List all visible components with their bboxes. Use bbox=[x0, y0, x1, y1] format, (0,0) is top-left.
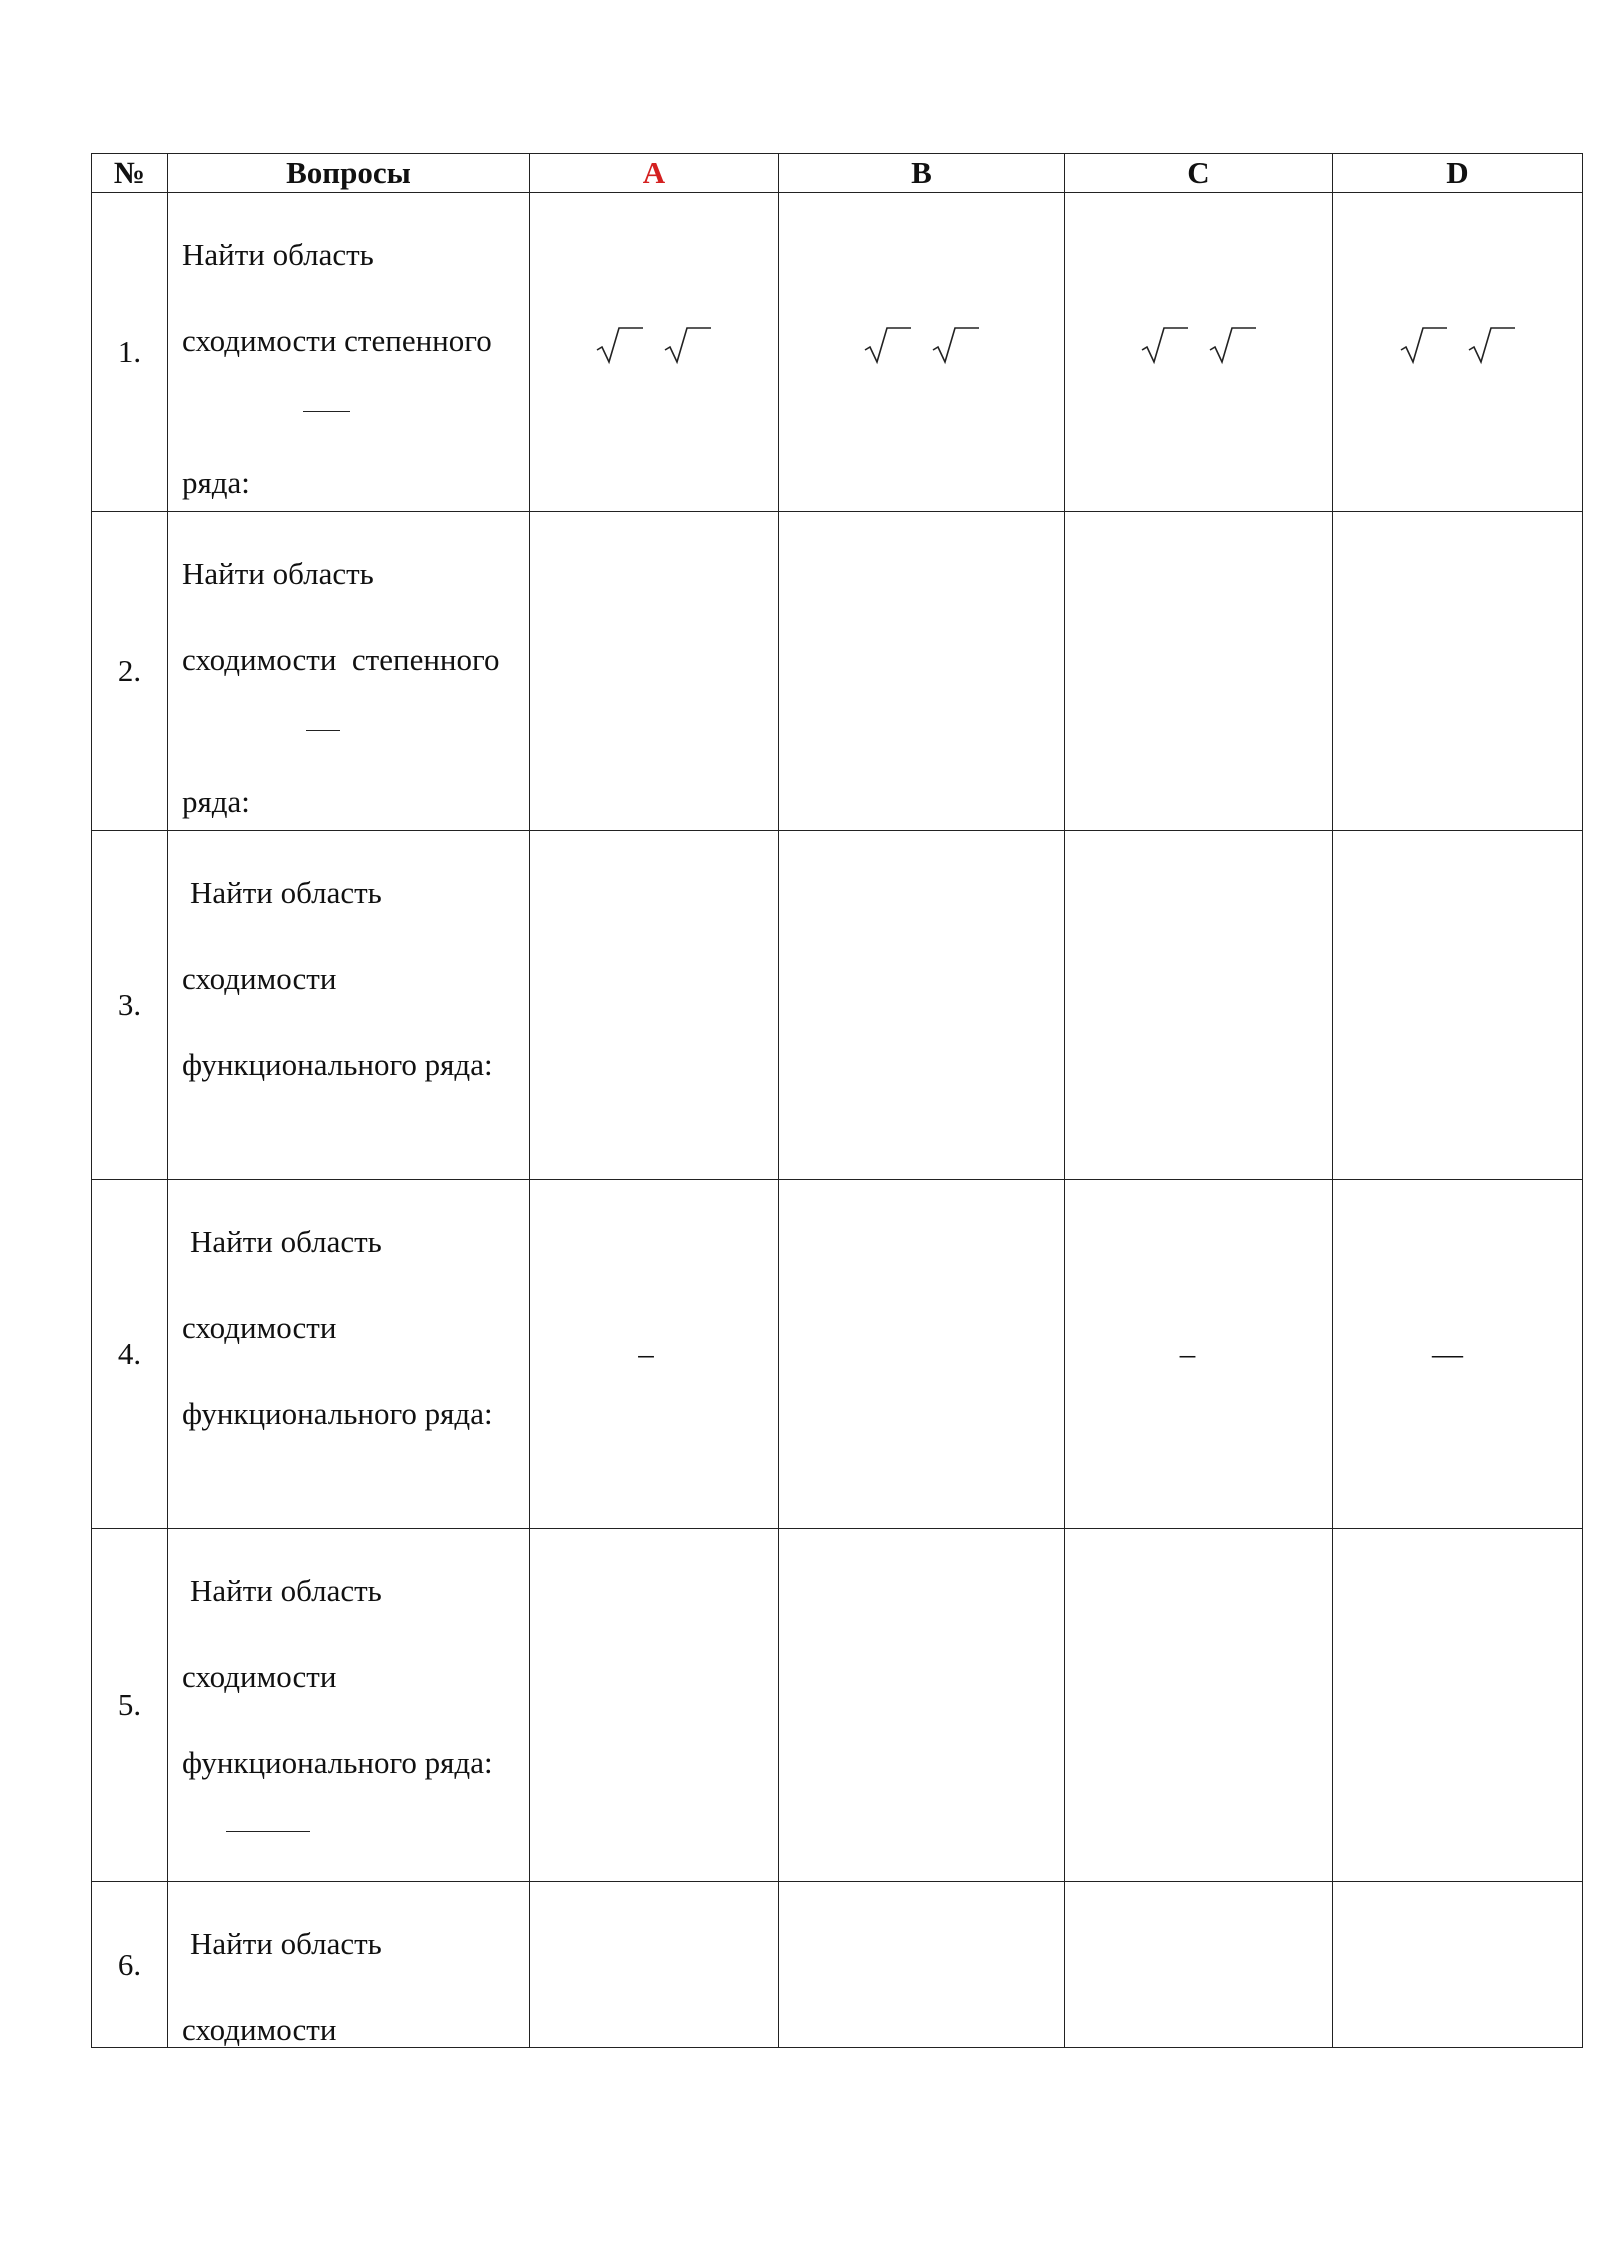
answer-cell-a[interactable] bbox=[530, 1180, 779, 1529]
row-number: 1. bbox=[92, 193, 168, 512]
question-text: Найти область bbox=[190, 1926, 382, 1961]
answer-cell-b[interactable] bbox=[779, 1180, 1065, 1529]
answer-dash: – bbox=[1179, 1336, 1196, 1371]
sqrt-pair-icon bbox=[863, 326, 981, 366]
table-header-row bbox=[92, 154, 1583, 193]
fraction-bar bbox=[226, 1831, 310, 1832]
sqrt-icon bbox=[931, 326, 981, 366]
table-row bbox=[92, 1529, 1583, 1882]
row-number: 3. bbox=[92, 831, 168, 1180]
row-number: 4. bbox=[92, 1180, 168, 1529]
question-cell bbox=[168, 193, 530, 512]
answer-cell-a[interactable] bbox=[530, 512, 779, 831]
test-questions-table bbox=[91, 153, 1583, 2048]
question-text: Найти область bbox=[190, 1573, 382, 1608]
question-text: сходимости bbox=[182, 961, 337, 996]
question-text: ряда: bbox=[182, 465, 250, 500]
table-row bbox=[92, 1180, 1583, 1529]
answer-cell-a[interactable] bbox=[530, 1529, 779, 1882]
row-number: 6. bbox=[92, 1882, 168, 2048]
question-cell bbox=[168, 1180, 530, 1529]
answer-cell-d[interactable] bbox=[1333, 831, 1583, 1180]
sqrt-icon bbox=[663, 326, 713, 366]
question-text: сходимости степенного bbox=[182, 323, 492, 358]
question-cell bbox=[168, 512, 530, 831]
answer-cell-c[interactable] bbox=[1065, 512, 1333, 831]
header-questions: Вопросы bbox=[168, 154, 530, 193]
question-text: сходимости степенного bbox=[182, 642, 500, 677]
question-text: Найти область bbox=[190, 1224, 382, 1259]
header-option-c: C bbox=[1065, 154, 1333, 193]
row-number: 5. bbox=[92, 1529, 168, 1882]
question-text: Найти область bbox=[182, 556, 374, 591]
answer-cell-b[interactable] bbox=[779, 1882, 1065, 2048]
table-row bbox=[92, 512, 1583, 831]
question-text: сходимости bbox=[182, 1310, 337, 1345]
answer-cell-b[interactable] bbox=[779, 512, 1065, 831]
table-row bbox=[92, 193, 1583, 512]
sqrt-icon bbox=[1140, 326, 1190, 366]
header-option-a: A bbox=[530, 154, 779, 193]
question-text: функционального ряда: bbox=[182, 1047, 493, 1082]
question-text: Найти область bbox=[182, 237, 374, 272]
answer-cell-b[interactable] bbox=[779, 831, 1065, 1180]
answer-cell-b[interactable] bbox=[779, 193, 1065, 512]
answer-cell-a[interactable] bbox=[530, 193, 779, 512]
question-cell bbox=[168, 1882, 530, 2048]
row-number: 2. bbox=[92, 512, 168, 831]
answer-cell-c[interactable] bbox=[1065, 831, 1333, 1180]
answer-cell-d[interactable] bbox=[1333, 512, 1583, 831]
sqrt-pair-icon bbox=[595, 326, 713, 366]
question-text: ряда: bbox=[182, 784, 250, 819]
header-number: № bbox=[92, 154, 168, 193]
question-text: сходимости bbox=[182, 1659, 337, 1694]
question-text: сходимости bbox=[182, 2012, 337, 2047]
answer-cell-c[interactable] bbox=[1065, 1180, 1333, 1529]
sqrt-pair-icon bbox=[1140, 326, 1258, 366]
sqrt-icon bbox=[1208, 326, 1258, 366]
answer-dash: — bbox=[1432, 1336, 1463, 1371]
question-cell bbox=[168, 1529, 530, 1882]
sqrt-icon bbox=[1467, 326, 1517, 366]
answer-cell-b[interactable] bbox=[779, 1529, 1065, 1882]
answer-cell-d[interactable] bbox=[1333, 1529, 1583, 1882]
fraction-bar bbox=[306, 730, 340, 731]
header-option-b: B bbox=[779, 154, 1065, 193]
question-cell bbox=[168, 831, 530, 1180]
table-row bbox=[92, 831, 1583, 1180]
answer-cell-d[interactable] bbox=[1333, 1882, 1583, 2048]
header-option-d: D bbox=[1333, 154, 1583, 193]
sqrt-icon bbox=[595, 326, 645, 366]
answer-cell-d[interactable] bbox=[1333, 193, 1583, 512]
question-text: функционального ряда: bbox=[182, 1396, 493, 1431]
answer-dash: – bbox=[638, 1336, 654, 1371]
sqrt-icon bbox=[1399, 326, 1449, 366]
answer-cell-c[interactable] bbox=[1065, 1882, 1333, 2048]
sqrt-pair-icon bbox=[1399, 326, 1517, 366]
sqrt-icon bbox=[863, 326, 913, 366]
question-text: Найти область bbox=[190, 875, 382, 910]
question-text: функционального ряда: bbox=[182, 1745, 493, 1780]
answer-cell-c[interactable] bbox=[1065, 193, 1333, 512]
answer-cell-a[interactable] bbox=[530, 831, 779, 1180]
answer-cell-c[interactable] bbox=[1065, 1529, 1333, 1882]
answer-cell-a[interactable] bbox=[530, 1882, 779, 2048]
answer-cell-d[interactable] bbox=[1333, 1180, 1583, 1529]
fraction-bar bbox=[303, 411, 350, 412]
table-row bbox=[92, 1882, 1583, 2048]
